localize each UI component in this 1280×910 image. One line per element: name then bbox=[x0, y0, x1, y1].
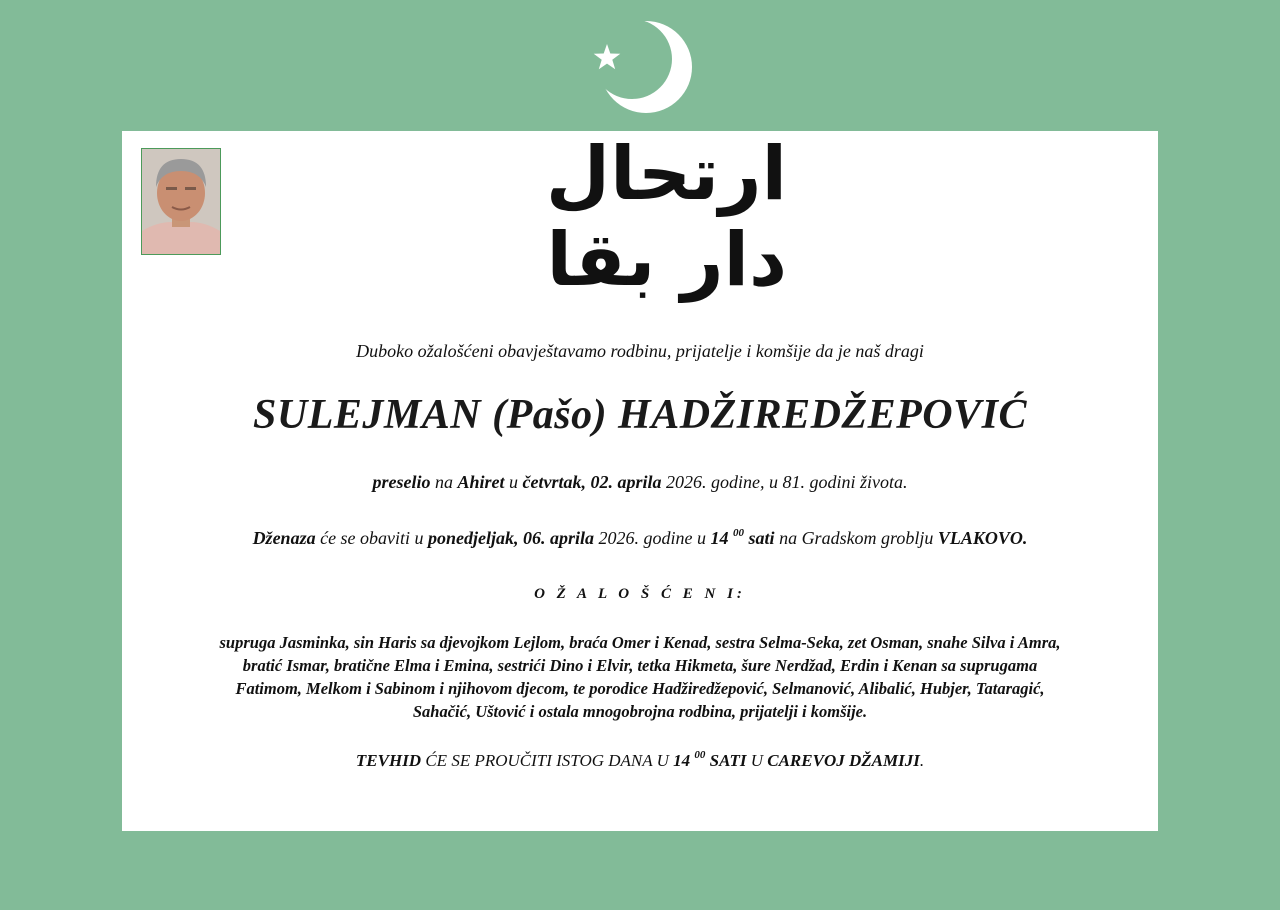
funeral-text: 2026. godine u bbox=[594, 528, 711, 548]
death-notice-bold: Ahiret bbox=[457, 472, 505, 492]
funeral-hour: 14 bbox=[710, 528, 729, 548]
funeral-minutes: 00 bbox=[733, 527, 745, 539]
portrait-photo bbox=[141, 148, 221, 255]
family-line: Fatimom, Melkom i Sabinom i njihovom djecom, te porodice Hadžiredžepović, Selmanović, Alibalić, Hubjer, Tataragić, bbox=[235, 679, 1045, 698]
funeral-bold: Dženaza bbox=[252, 528, 316, 548]
tevhid-minutes: 00 bbox=[694, 749, 706, 761]
family-line: bratić Ismar, bratične Elma i Emina, sestrići Dino i Elvir, tetka Hikmeta, šure Nerdžad, Erdin i Kenan sa suprugama bbox=[242, 656, 1038, 675]
death-notice-bold: preselio bbox=[372, 472, 431, 492]
tevhid-hour: 14 bbox=[673, 751, 691, 770]
tevhid-text: ĆE SE PROUČITI ISTOG DANA U bbox=[421, 751, 674, 770]
tevhid-text: . bbox=[919, 751, 925, 770]
funeral-text: će se obaviti u bbox=[315, 528, 429, 548]
tevhid-notice bbox=[122, 751, 1158, 771]
death-notice bbox=[122, 472, 1158, 493]
family-line: Sahačić, Uštović i ostala mnogobrojna rodbina, prijatelji i komšije. bbox=[412, 702, 868, 721]
family-list bbox=[142, 631, 1138, 723]
funeral-text: na Gradskom groblju bbox=[774, 528, 938, 548]
death-notice-text: na bbox=[430, 472, 458, 492]
tevhid-mosque: CAREVOJ DŽAMIJI bbox=[767, 751, 920, 770]
death-notice-date: četvrtak, 02. aprila bbox=[522, 472, 662, 492]
tevhid-bold: SATI bbox=[705, 751, 747, 770]
crescent-star-icon bbox=[588, 14, 694, 120]
funeral-notice bbox=[122, 528, 1158, 549]
death-notice-text: 2026. godine, u 81. godini života. bbox=[661, 472, 908, 492]
tevhid-bold: TEVHID bbox=[355, 751, 422, 770]
mourners-heading: O Ž A L O Š Ć E N I: bbox=[534, 586, 746, 602]
funeral-bold: sati bbox=[744, 528, 775, 548]
deceased-name: SULEJMAN (Pašo) HADŽIREDŽEPOVIĆ bbox=[253, 392, 1027, 438]
death-notice-text: u bbox=[504, 472, 523, 492]
funeral-cemetery: VLAKOVO. bbox=[937, 528, 1028, 548]
intro-text: Duboko ožalošćeni obavještavamo rodbinu, prijatelje i komšije da je naš dragi bbox=[356, 341, 924, 361]
arabic-calligraphy bbox=[502, 131, 787, 303]
family-line: supruga Jasminka, sin Haris sa djevojkom Lejlom, braća Omer i Kenad, sestra Selma-Seka, zet Osman, snahe Silva i Amra, bbox=[219, 633, 1061, 652]
tevhid-text: U bbox=[746, 751, 768, 770]
funeral-date: ponedjeljak, 06. aprila bbox=[428, 528, 595, 548]
calligraphy-text: ارتحال دار بقا bbox=[545, 131, 787, 303]
obituary-card bbox=[122, 131, 1158, 831]
